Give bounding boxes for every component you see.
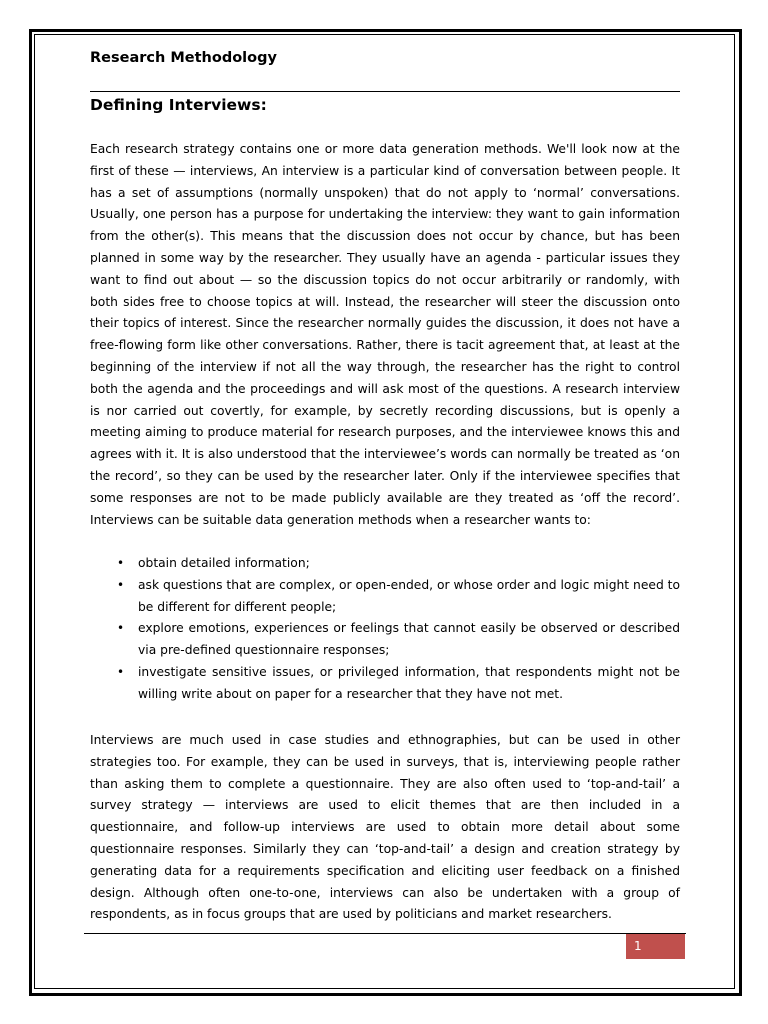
bullet-icon: • xyxy=(117,621,125,636)
body-paragraph-2: Interviews are much used in case studies and ethnographies, but can be used in other strategies too. For example, they can be used in surveys, that is, interviewing people rather than asking them to complete a questionnaire. They are also often used to ‘top-and-tail’ a survey strategy — interviews are used to elicit themes that are then included in a questionnaire, and follow-up interviews are used to obtain more detail about some questionnaire responses. Similarly they can ‘top-and-tail’ a design and creation strategy by generating data for a requirements specification and eliciting user feedback on a finished design. Although often one-to-one, interviews can also be undertaken with a group of respondents, as in focus groups that are used by politicians and market researchers. xyxy=(90,733,680,922)
footer-rule xyxy=(84,933,686,934)
bullet-icon: • xyxy=(117,664,125,679)
bullet-text: investigate sensitive issues, or privileged information, that respondents might not be willing write about on paper for a researcher that they have not met. xyxy=(138,664,680,701)
page-number-badge: 1 xyxy=(626,934,685,959)
bullet-icon: • xyxy=(117,577,125,592)
bullet-list xyxy=(90,553,680,706)
bullet-icon: • xyxy=(117,556,125,570)
page-content xyxy=(90,46,681,922)
bullet-item xyxy=(90,575,680,619)
bullet-item xyxy=(90,618,680,662)
body-paragraph-1: Each research strategy contains one or more data generation methods. We'll look now at the first of these — interviews, An interview is a particular kind of conversation between people. It has a set of assumptions (normally unspoken) that do not apply to ‘normal’ conversations. Usually, one person has a purpose for undertaking the interview: they want to gain information from the other(s). This means that the discussion does not occur by chance, but has been planned in some way by the researcher. They usually have an agenda - particular issues they want to find out about — so the discussion topics do not occur arbitrarily or randomly, with both sides free to choose topics at will. Instead, the researcher will steer the discussion onto their topics of interest. Since the researcher normally guides the discussion, it does not have a free-flowing form like other conversations. Rather, there is tacit agreement that, at least at the beginning of the interview if not all the way through, the researcher has the right to control both the agenda and the proceedings and will ask most of the questions. A research interview is nor carried out covertly, for example, by secretly recording discussions, but is openly a meeting aiming to produce material for research purposes, and the interviewee knows this and agrees with it. It is also understood that the interviewee’s words can normally be treated as ‘on the record’, so they can be used by the researcher later. Only if the interviewee specifies that some responses are not to be made publicly available are they treated as ‘off the record’. Interviews can be suitable data generation methods when a researcher wants to: xyxy=(90,142,680,527)
bullet-text: ask questions that are complex, or open-ended, or whose order and logic might need to be different for different people; xyxy=(138,577,681,614)
header-rule xyxy=(90,91,680,92)
bullet-item xyxy=(90,662,680,706)
section-title: Defining Interviews: xyxy=(90,96,267,114)
bullet-text: obtain detailed information; xyxy=(138,556,310,570)
running-head: Research Methodology xyxy=(90,50,277,66)
bullet-item xyxy=(90,553,680,575)
bullet-text: explore emotions, experiences or feelings that cannot easily be observed or described via pre-defined questionnaire responses; xyxy=(138,621,680,658)
